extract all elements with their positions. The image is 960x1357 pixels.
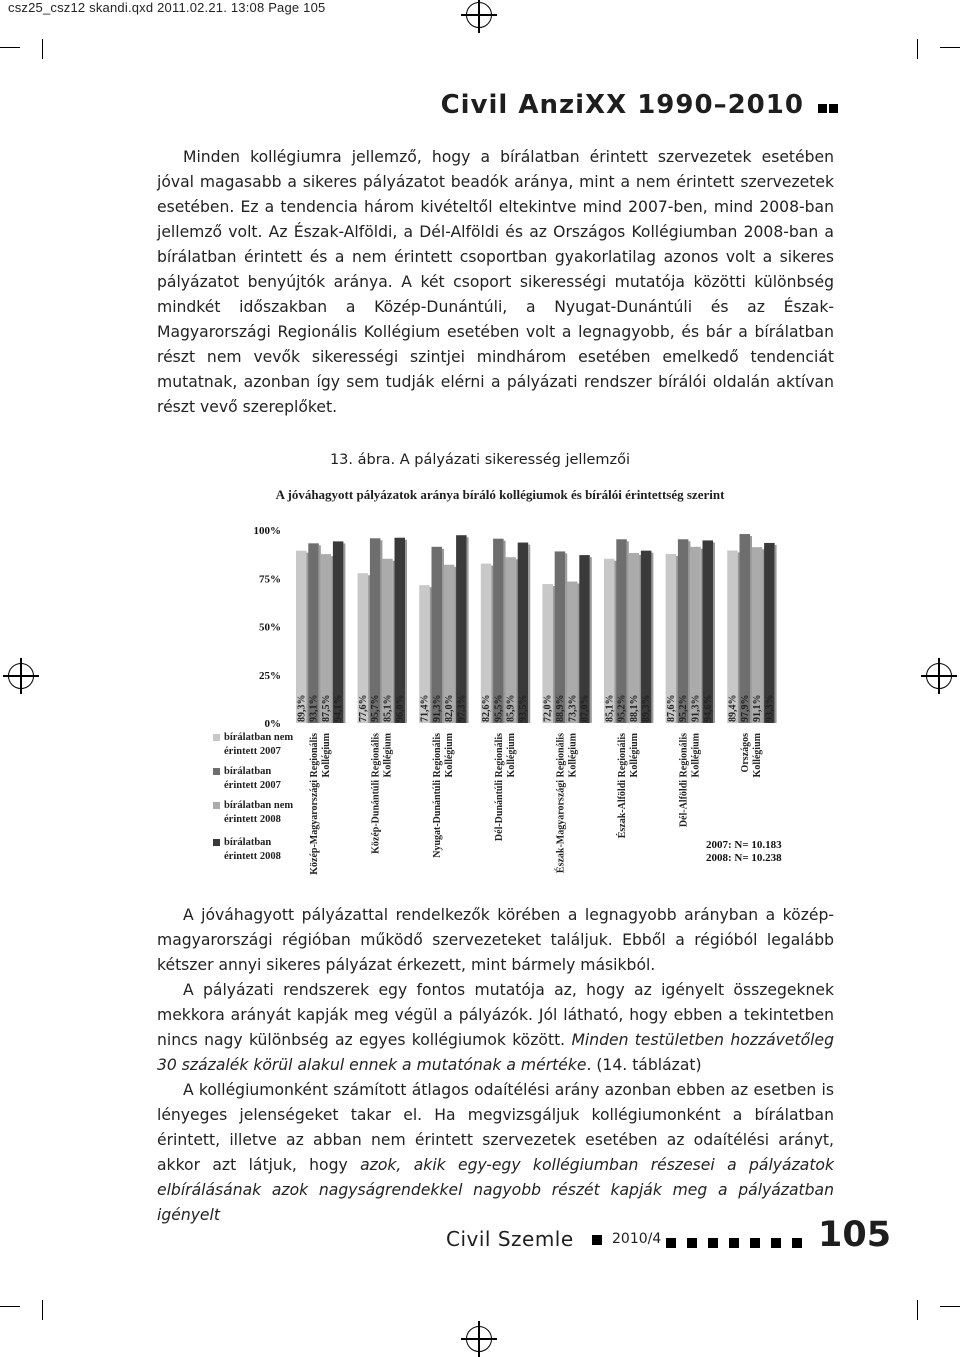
data-label: 97,3%	[456, 694, 468, 722]
category-label: Észak-Alföldi Regionális	[617, 733, 628, 839]
footer-squares	[666, 1235, 802, 1253]
square-icon	[708, 1238, 718, 1248]
sample-size-note: 2008: N= 10.238	[706, 852, 782, 864]
square-icon	[592, 1235, 602, 1245]
data-label: 91,3%	[690, 694, 702, 722]
category-label: Kollégium	[690, 733, 702, 778]
footer-journal: Civil Szemle	[446, 1227, 574, 1251]
legend-label: bírálatban nem	[224, 800, 294, 811]
data-label: 85,1%	[604, 694, 616, 722]
y-tick-label: 100%	[253, 525, 281, 537]
category-label: Nyugat-Dunántúli Regionális	[432, 733, 444, 858]
y-tick-label: 50%	[259, 621, 281, 634]
data-label: 93,5%	[517, 694, 529, 722]
square-icon	[687, 1238, 697, 1248]
running-header-title: Civil AnziXX 1990–2010	[440, 90, 804, 120]
legend-label: érintett 2007	[224, 780, 281, 791]
data-label: 77,6%	[357, 694, 369, 722]
sample-size-note: 2007: N= 10.183	[706, 839, 782, 851]
body-paragraph-3	[157, 1078, 834, 1228]
data-label: 88,1%	[628, 694, 640, 722]
data-label: 97,9%	[739, 694, 751, 722]
data-label: 95,2%	[678, 694, 690, 722]
data-label: 87,0%	[579, 694, 591, 722]
print-slug: csz25_csz12 skandi.qxd 2011.02.21. 13:08 Page 105	[8, 0, 326, 15]
data-label: 88,9%	[554, 694, 566, 722]
data-label: 93,1%	[308, 694, 320, 722]
figure-caption: 13. ábra. A pályázati sikeresség jellemzői	[329, 452, 631, 468]
data-label: 87,5%	[320, 694, 332, 722]
category-label: Közép-Magyarországi Regionális	[309, 733, 320, 875]
data-label: 89,3%	[296, 694, 308, 722]
body-paragraph-2	[157, 978, 834, 1078]
data-label: 82,0%	[444, 694, 456, 722]
data-label: 71,4%	[419, 694, 431, 722]
legend-label: bírálatban	[224, 837, 272, 848]
footer-issue: 2010/4	[612, 1231, 662, 1247]
legend-swatch	[213, 734, 220, 741]
data-label: 73,3%	[567, 694, 579, 722]
data-label: 89,4%	[727, 694, 739, 722]
data-label: 95,2%	[616, 694, 628, 722]
data-label: 82,6%	[481, 694, 493, 722]
legend-label: bírálatban	[224, 766, 272, 777]
data-label: 94,1%	[333, 694, 345, 722]
data-label: 91,3%	[431, 694, 443, 722]
chart-title: A jóváhagyott pályázatok aránya bíráló kollégiumok és bírálói érintettség szerint	[275, 487, 725, 502]
square-icon	[750, 1238, 760, 1248]
legend-swatch	[213, 802, 220, 809]
legend-swatch	[213, 839, 220, 846]
category-label: Észak-Magyarországi Regionális	[555, 733, 567, 874]
body-paragraph-2-ref: . (14. táblázat)	[586, 1056, 702, 1074]
legend-label: érintett 2008	[224, 851, 281, 862]
body-paragraph-3-italic: azok, akik egy-egy kollégiumban részesei a pályázatok elbírálásának azok nagyságrendekkel nagyobb részét kapják meg a pályázatban igényelt	[157, 1156, 835, 1224]
square-icon	[792, 1238, 802, 1248]
data-label: 87,6%	[665, 694, 677, 722]
body-paragraph-1: A jóváhagyott pályázattal rendelkezők körében a legnagyobb arányban a közép-magyarországi régióban működő szervezeteket találjuk. Ebből a régióból legalább kétszer annyi sikeres pályázat érkezett, mint bármely másikból.	[157, 906, 834, 974]
body-paragraph-2-text: A pályázati rendszerek egy fontos mutatója az, hogy az igényelt összegeknek mekkora arányát kapják meg végül a pályázók. Jól látható, hogy ebben a tekintetben nincs nagy különbség az egyes kollégiumok között.	[157, 981, 834, 1049]
data-label: 94,6%	[702, 694, 714, 722]
body-paragraph-2-italic: Minden testületben hozzávetőleg 30 százalék körül alakul ennek a mutatónak a mértéke	[157, 1031, 834, 1074]
body-paragraph-3-text: A kollégiumonként számított átlagos odaítélési arány azonban ebben az esetben is lényeges jelenségeket takar el. Ha megvizsgáljuk kollégiumonként a bírálatban érintett, illetve az abban nem érintett szervezetek esetében az odaítélési arányt, akkor azt látjuk, hogy	[157, 1081, 834, 1174]
category-label: Kollégium	[321, 733, 332, 778]
data-label: 85,1%	[382, 694, 394, 722]
page-number: 105	[818, 1215, 892, 1255]
data-label: 96,0%	[394, 694, 406, 722]
legend-swatch	[213, 768, 220, 775]
category-label: Kollégium	[752, 733, 764, 778]
category-label: Kollégium	[505, 733, 517, 778]
data-label: 93,3%	[764, 694, 776, 722]
category-label: Országos	[740, 733, 752, 773]
data-label: 72,0%	[542, 694, 554, 722]
category-label: Kollégium	[382, 733, 394, 778]
y-tick-label: 0%	[264, 718, 281, 730]
category-label: Dél-Dunántúli Regionális	[493, 733, 505, 842]
square-icon	[771, 1238, 781, 1248]
y-tick-label: 75%	[259, 573, 281, 586]
data-label: 91,1%	[752, 694, 764, 722]
data-label: 95,7%	[370, 694, 382, 722]
square-icon	[729, 1238, 739, 1248]
category-label: Kollégium	[444, 733, 456, 778]
category-label: Kollégium	[629, 733, 640, 778]
data-label: 95,5%	[493, 694, 505, 722]
body-text	[157, 903, 834, 1228]
category-label: Közép-Dunántúli Regionális	[370, 733, 382, 854]
legend-label: érintett 2008	[224, 814, 281, 825]
category-label: Kollégium	[567, 733, 579, 778]
category-label: Dél-Alföldi Regionális	[678, 733, 690, 828]
intro-text: Minden kollégiumra jellemző, hogy a bírálatban érintett szervezetek esetében jóval magasabb a sikeres pályázatot beadók aránya, mint a nem érintett szervezetek esetében. Ez a tendencia három kivételtől eltekintve mind 2007-ben, mind 2008-ban jellemző volt. Az Észak-Alföldi, a Dél-Alföldi és az Országos Kollégiumban 2008-ban a bírálatban érintett és a nem érintett csoportban gyakorlatilag azonos volt a sikeres pályázatot benyújtók aránya. A két csoport sikerességi mutatója közötti különbség mindkét időszakban a Közép-Dunántúli, a Nyugat-Dunántúli és az Észak-Magyarországi Regionális Kollégium esetében volt a legnagyobb, és bár a bírálatban részt nem vevők sikerességi szintjei mindhárom esetében emelkedő tendenciát mutatnak, azonban így sem tudják elérni a pályázati rendszer bírálói oldalán aktívan részt vevő szereplőket.	[157, 148, 834, 416]
y-tick-label: 25%	[259, 669, 281, 682]
square-icon	[666, 1238, 676, 1248]
data-label: 85,9%	[505, 694, 517, 722]
legend-label: bírálatban nem	[224, 732, 294, 743]
data-label: 89,3%	[641, 694, 653, 722]
legend-label: érintett 2007	[224, 746, 281, 757]
